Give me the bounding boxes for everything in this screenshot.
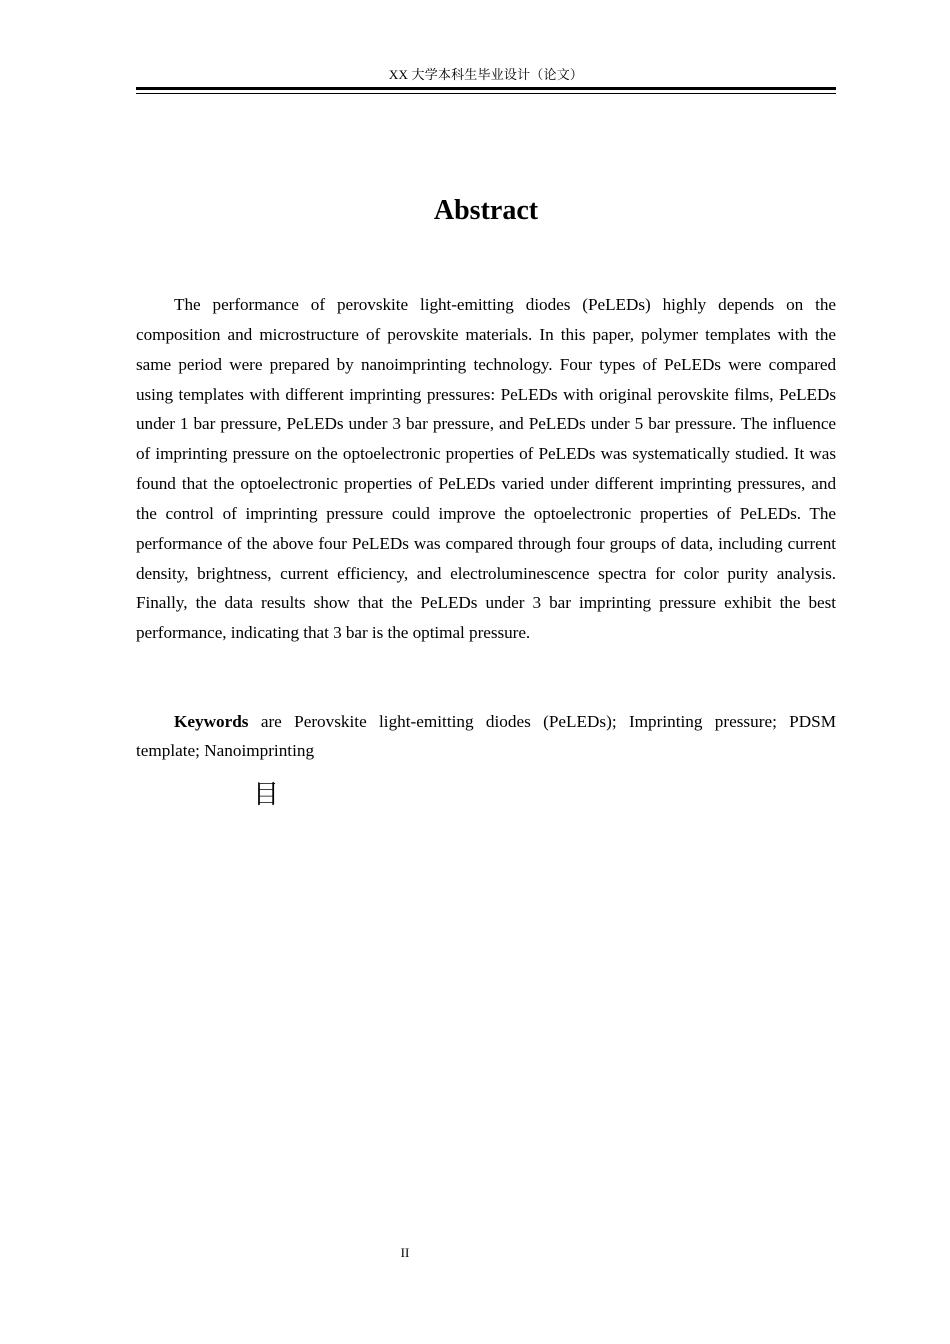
abstract-title: Abstract	[433, 195, 539, 226]
toc-heading-fragment: 目	[253, 780, 280, 810]
page-header: XX 大学本科生毕业设计（论文）	[388, 67, 584, 82]
page-number: II	[400, 1245, 410, 1260]
keywords-paragraph	[136, 707, 836, 765]
keywords-label: Keywords	[174, 712, 249, 731]
header-rule-thick	[136, 87, 836, 90]
abstract-body: The performance of perovskite light-emitting diodes (PeLEDs) highly depends on the composition and microstructure of perovskite materials. In this paper, polymer templates with the same period were prepared by nanoimprinting technology. Four types of PeLEDs were compared using templates with different imprinting pressures: PeLEDs with original perovskite films, PeLEDs under 1 bar pressure, PeLEDs under 3 bar pressure, and PeLEDs under 5 bar pressure. The influence of imprinting pressure on the optoelectronic properties of PeLEDs was systematically studied. It was found that the optoelectronic properties of PeLEDs varied under different imprinting pressures, and the control of imprinting pressure could improve the optoelectronic properties of PeLEDs. The performance of the above four PeLEDs was compared through four groups of data, including current density, brightness, current efficiency, and electroluminescence spectra for color purity analysis. Finally, the data results show that the PeLEDs under 3 bar imprinting pressure exhibit the best performance, indicating that 3 bar is the optimal pressure.	[136, 295, 836, 643]
header-rule-thin	[136, 93, 836, 94]
keywords-text: are Perovskite light-emitting diodes (PeLEDs); Imprinting pressure; PDSM template; Nanoimprinting	[136, 712, 836, 760]
